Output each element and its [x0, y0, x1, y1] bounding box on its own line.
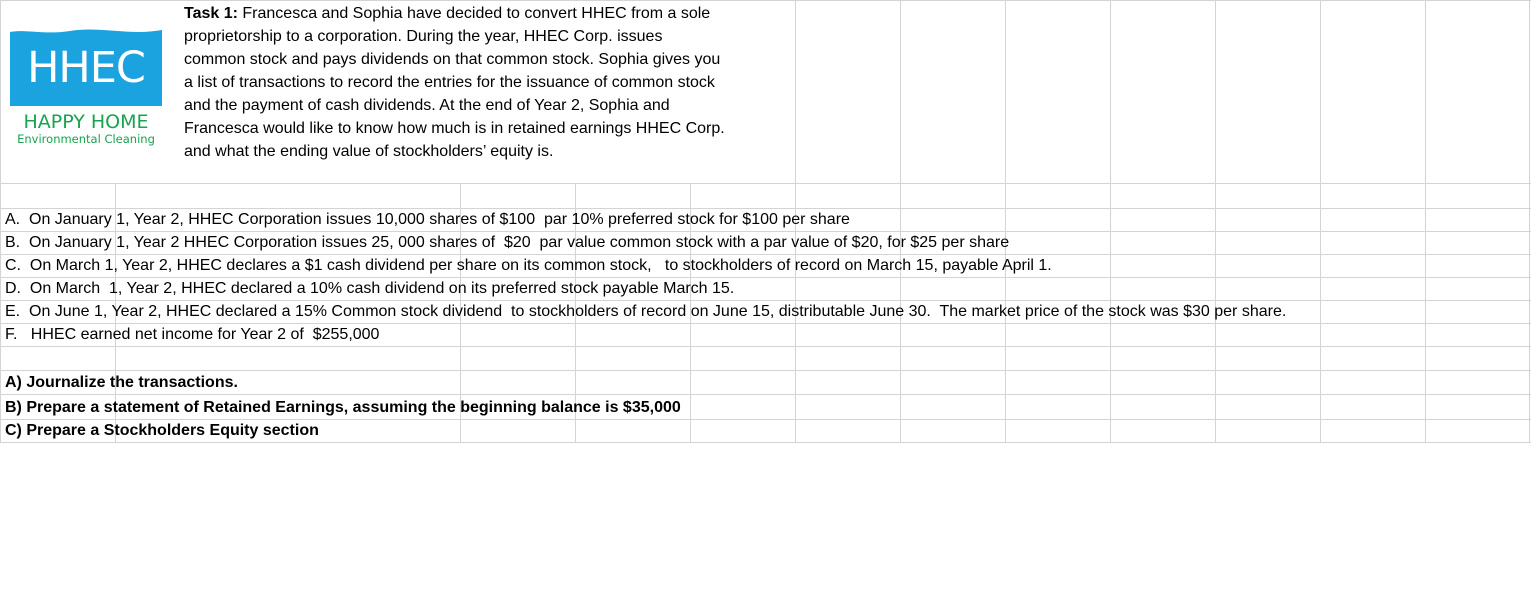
transaction-row: A. On January 1, Year 2, HHEC Corporation issues 10,000 shares of $100 par 10% preferred stock for $100 per share [5, 211, 850, 228]
task-description [184, 2, 794, 163]
grid-row-line [0, 394, 1531, 395]
transaction-row: F. HHEC earned net income for Year 2 of $255,000 [5, 326, 380, 343]
instruction-row: A) Journalize the transactions. [5, 374, 238, 391]
company-logo [10, 26, 162, 150]
logo-tagline-1: HAPPY HOME [23, 111, 149, 133]
task-text: Francesca and Sophia have decided to convert HHEC from a sole proprietorship to a corporation. During the year, HHEC Corp. issues common stock and pays dividends on that common stock. Sophia gives you a list of transactions to record the entries for the issuance of common stock and the payment of cash dividends. At the end of Year 2, Sophia and Francesca would like to know how much is in retained earnings HHEC Corp. and what the ending value of stockholders’ equity is. [184, 5, 725, 160]
transaction-row: D. On March 1, Year 2, HHEC declared a 10% cash dividend on its preferred stock payable March 15. [5, 280, 735, 297]
transaction-row: E. On June 1, Year 2, HHEC declared a 15% Common stock dividend to stockholders of record on June 15, distributable June 30. The market price of the stock was $30 per share. [5, 303, 1287, 320]
grid-col-line [0, 0, 1, 443]
instruction-row: B) Prepare a statement of Retained Earnings, assuming the beginning balance is $35,000 [5, 399, 681, 416]
grid-col-line [1320, 0, 1321, 443]
grid-row-line [0, 0, 1531, 1]
grid-row-line [0, 442, 1531, 443]
grid-col-line [1529, 0, 1530, 443]
grid-col-line [1005, 0, 1006, 443]
grid-row-line [0, 183, 1531, 184]
transaction-row: C. On March 1, Year 2, HHEC declares a $1 cash dividend per share on its common stock, to stockholders of record on March 15, payable April 1. [5, 257, 1052, 274]
grid-row-line [0, 346, 1531, 347]
logo-name: HHEC [27, 43, 145, 93]
task-label: Task 1: [184, 5, 238, 22]
transaction-row: B. On January 1, Year 2 HHEC Corporation issues 25, 000 shares of $20 par value common stock with a par value of $20, for $25 per share [5, 234, 1010, 251]
logo-wave-icon [10, 26, 162, 38]
grid-col-line [1215, 0, 1216, 443]
grid-row-line [0, 370, 1531, 371]
grid-col-line [1425, 0, 1426, 443]
instruction-row: C) Prepare a Stockholders Equity section [5, 422, 319, 439]
logo-tagline-2: Environmental Cleaning [17, 132, 155, 146]
grid-col-line [1110, 0, 1111, 443]
grid-col-line [900, 0, 901, 443]
